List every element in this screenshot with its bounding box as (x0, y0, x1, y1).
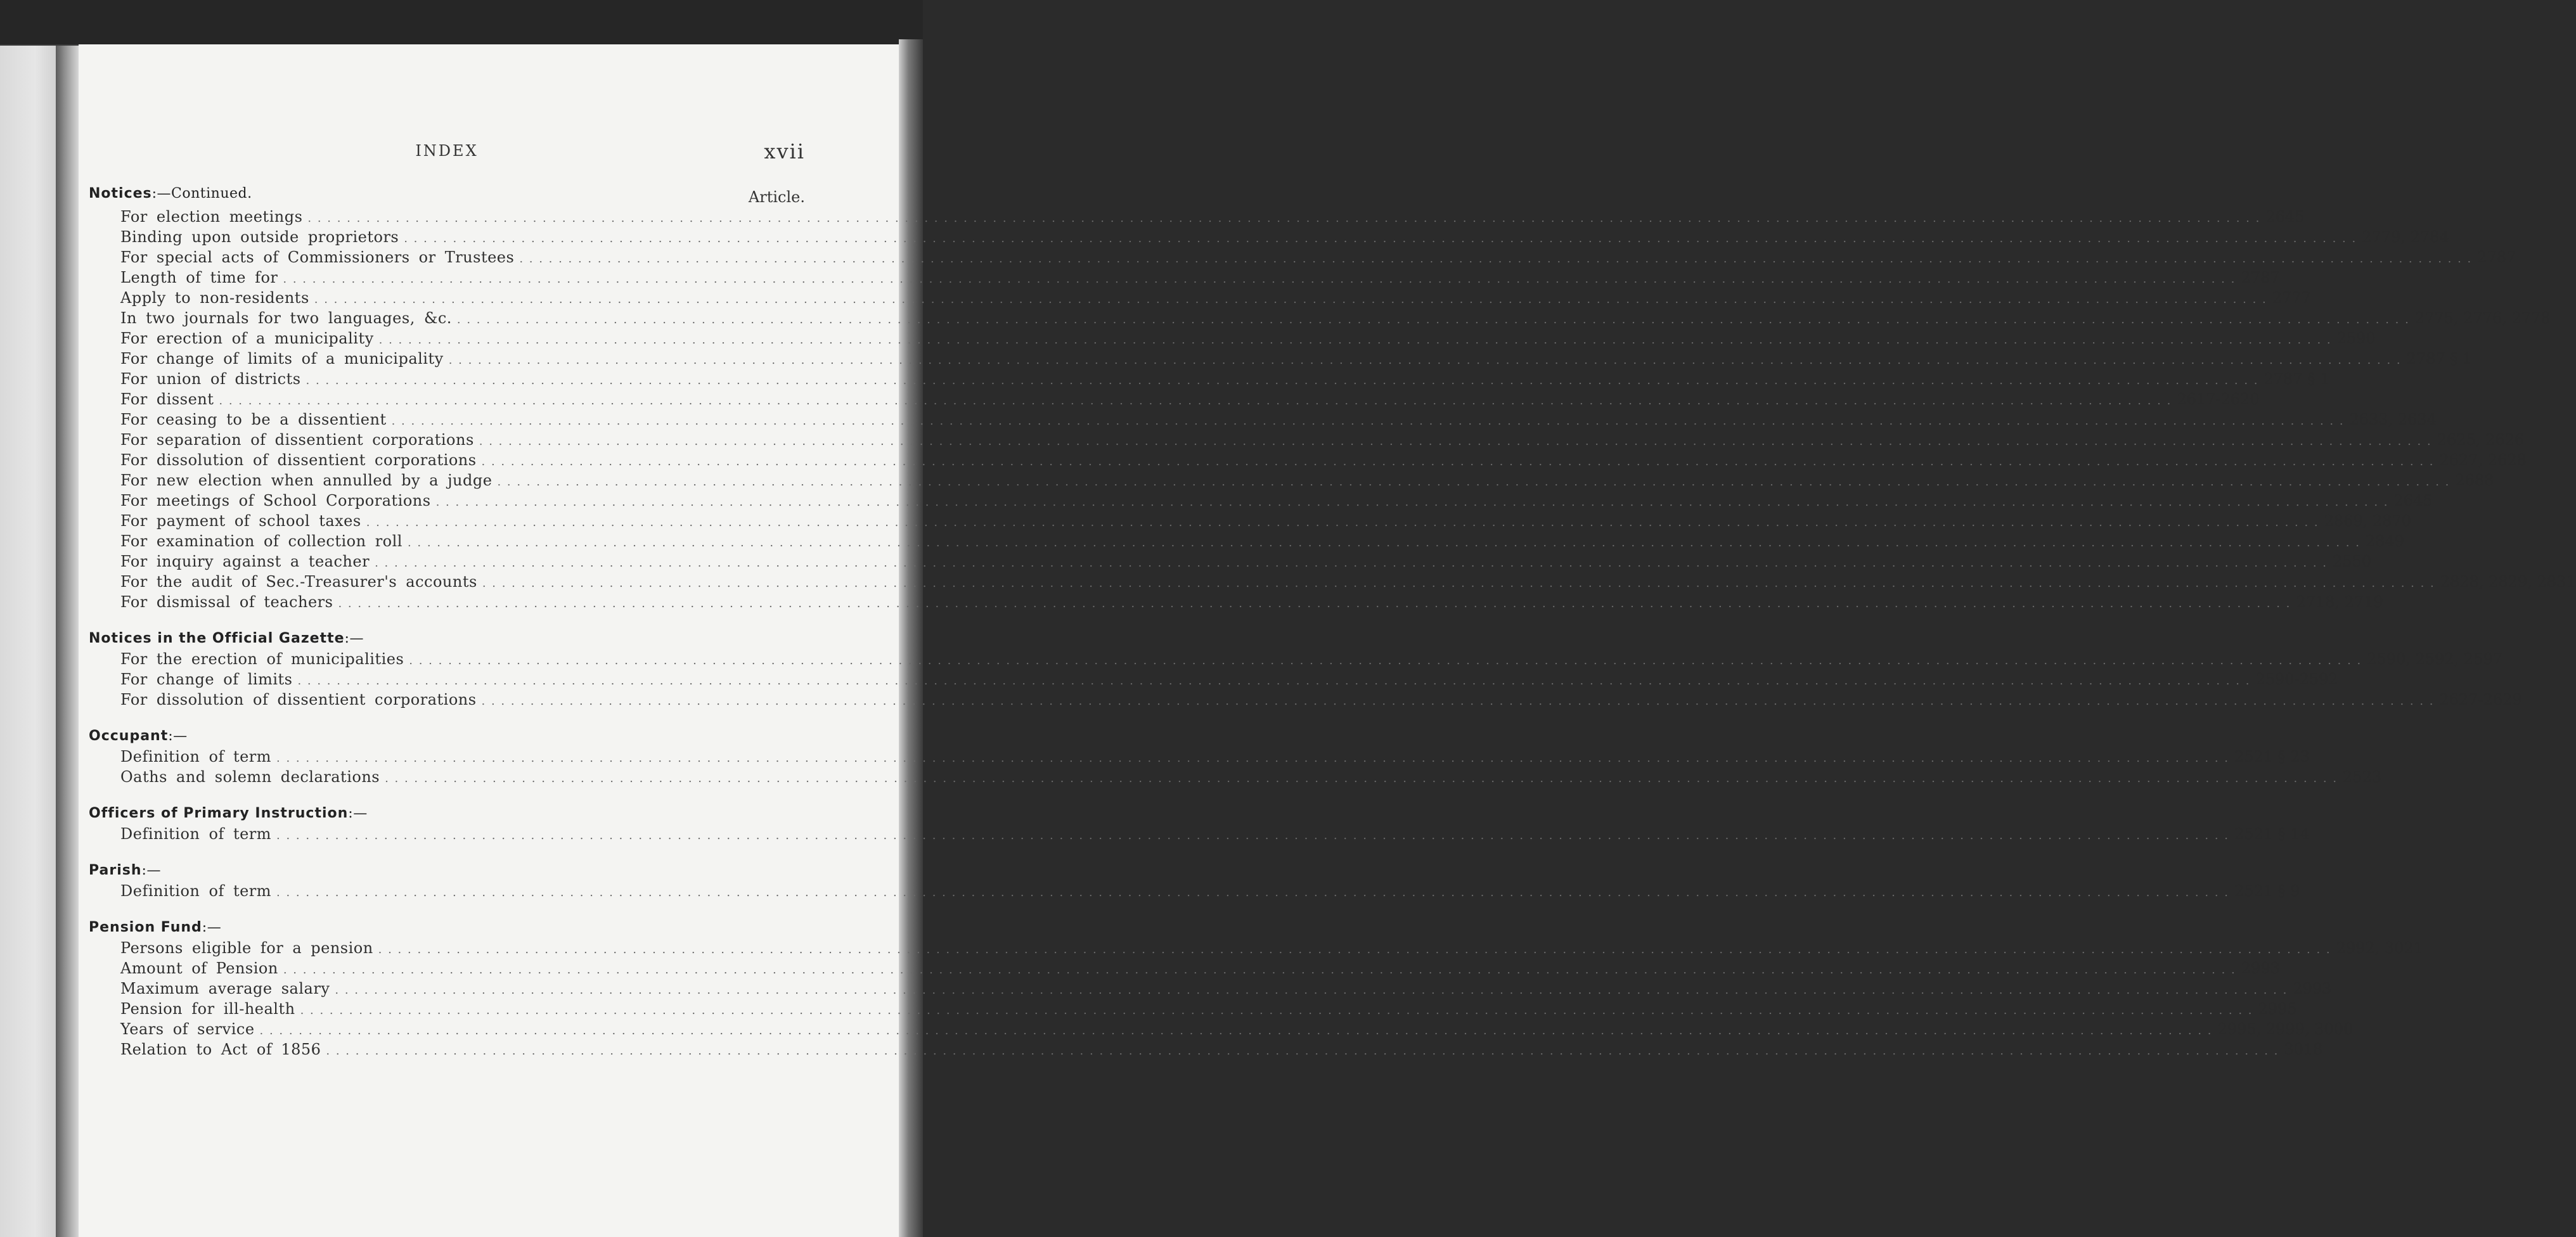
dot-leader: . . . . . . . . . . . . . . . . . . . . . . . . . . . . . . . . . . . . . . . . . . . . . . . . . . . . . . . . . . . . . . . . . . . . . . . . . . . . . . . . . . . . . . . . . . . . . . . . . . . . . . . . . . . . . . . . . . . . . . . . . . . . . . . . . . . . . . . . . . . . . . . . . . . . . . . . . . . . . . . . . . . . . . . . . . . . . . . . . . . . . . . . . . . . . . . . . . . . . . . . (481, 455, 2435, 468)
article-reference: 2617-2620 (2177, 390, 2260, 408)
index-entry (89, 369, 2330, 389)
index-entry (89, 958, 2280, 978)
index-entry (89, 349, 2473, 369)
article-reference: 2590 (2336, 330, 2376, 347)
article-reference: 2775, 2776, 2778 (2414, 309, 2551, 327)
index-entry (89, 409, 2437, 430)
article-reference: 2779, 2784 (2362, 228, 2449, 246)
article-reference: 2787 (2477, 248, 2516, 266)
dot-leader: . . . . . . . . . . . . . . . . . . . . . . . . . . . . . . . . . . . . . . . . . . . . . . . . . . . . . . . . . . . . . . . . . . . . . . . . . . . . . . . . . . . . . . . . . . . . . . . . . . . . . . . . . . . . . . . . . . . . . . . . . . . . . . . . . . . . . . . . . . . . . . . . . . . . . . . . . . . . . . . . . . . . . . . . . . . . . . . . . . . . . . . . . . . . . . . . . . . . . . . . (276, 886, 2229, 899)
section-title-suffix: :— (141, 862, 161, 878)
dot-leader: . . . . . . . . . . . . . . . . . . . . . . . . . . . . . . . . . . . . . . . . . . . . . . . . . . . . . . . . . . . . . . . . . . . . . . . . . . . . . . . . . . . . . . . . . . . . . . . . . . . . . . . . . . . . . . . . . . . . . . . . . . . . . . . . . . . . . . . . . . . . . . . . . . . . . . . . . . . . . . . . . . . . . . . . . . . . . . . . . . . . . . . . . . . . . . . . . . . . . . . . (276, 829, 2229, 842)
dot-leader: . . . . . . . . . . . . . . . . . . . . . . . . . . . . . . . . . . . . . . . . . . . . . . . . . . . . . . . . . . . . . . . . . . . . . . . . . . . . . . . . . . . . . . . . . . . . . . . . . . . . . . . . . . . . . . . . . . . . . . . . . . . . . . . . . . . . . . . . . . . . . . . . . . . . . . . . . . . . . . . . . . . . . . . . . . . . . . . . . . . . . . . . . . . . . . . . . . . . . . . . (375, 556, 2328, 570)
entry-label: Persons eligible for a pension (120, 939, 373, 957)
dot-leader: . . . . . . . . . . . . . . . . . . . . . . . . . . . . . . . . . . . . . . . . . . . . . . . . . . . . . . . . . . . . . . . . . . . . . . . . . . . . . . . . . . . . . . . . . . . . . . . . . . . . . . . . . . . . . . . . . . . . . . . . . . . . . . . . . . . . . . . . . . . . . . . . . . . . . . . . . . . . . . . . . . . . . . . . . . . . . . . . . . . . . . . . . . . . . . . . . . . . . . . . (407, 536, 2360, 549)
index-entry (89, 511, 2412, 531)
entry-label: Apply to non-residents (120, 289, 309, 307)
index-entry (89, 450, 2527, 470)
article-reference: 2625, 2626 (2437, 431, 2525, 449)
entry-label: For meetings of School Corporations (120, 492, 431, 510)
dot-leader: . . . . . . . . . . . . . . . . . . . . . . . . . . . . . . . . . . . . . . . . . . . . . . . . . . . . . . . . . . . . . . . . . . . . . . . . . . . . . . . . . . . . . . . . . . . . . . . . . . . . . . . . . . . . . . . . . . . . . . . . . . . . . . . . . . . . . . . . . . . . . . . . . . . . . . . . . . . . . . . . . . . . . . . . . . . . . . . . . . . . . . . . . . . . . . . . . . . . . . . . (409, 654, 2362, 667)
dot-leader: . . . . . . . . . . . . . . . . . . . . . . . . . . . . . . . . . . . . . . . . . . . . . . . . . . . . . . . . . . . . . . . . . . . . . . . . . . . . . . . . . . . . . . . . . . . . . . . . . . . . . . . . . . . . . . . . . . . . . . . . . . . . . . . . . . . . . . . . . . . . . . . . . . . . . . . . . . . . . . . . . . . . . . . . . . . . . . . . . . . . . . . . . . . . . . . . . . . . . . . . (306, 374, 2259, 387)
entry-label: Length of time for (120, 269, 278, 286)
article-reference: 2993 (2241, 959, 2280, 977)
dot-leader: . . . . . . . . . . . . . . . . . . . . . . . . . . . . . . . . . . . . . . . . . . . . . . . . . . . . . . . . . . . . . . . . . . . . . . . . . . . . . . . . . . . . . . . . . . . . . . . . . . . . . . . . . . . . . . . . . . . . . . . . . . . . . . . . . . . . . . . . . . . . . . . . . . . . . . . . . . . . . . . . . . . . . . . . . . . . . . . . . . . . . . . . . . . . . . . . . . . . . . . . (448, 354, 2402, 367)
index-section (89, 726, 2382, 787)
article-reference: 3018 (2284, 1041, 2323, 1058)
article-reference: 2645 (2393, 492, 2433, 510)
article-reference: 2521 § 9 (2234, 882, 2300, 900)
section-heading (89, 918, 805, 938)
index-entry (89, 978, 2332, 999)
dot-leader: . . . . . . . . . . . . . . . . . . . . . . . . . . . . . . . . . . . . . . . . . . . . . . . . . . . . . . . . . . . . . . . . . . . . . . . . . . . . . . . . . . . . . . . . . . . . . . . . . . . . . . . . . . . . . . . . . . . . . . . . . . . . . . . . . . . . . . . . . . . . . . . . . . . . . . . . . . . . . . . . . . . . . . . . . . . . . . . . . . . . . . . . . . . . . . . . . . . . . . . . (482, 577, 2435, 590)
entry-label: In two journals for two languages, &c. (120, 309, 452, 327)
article-reference: 2869, 2870 (2324, 512, 2412, 530)
index-entry (89, 389, 2260, 409)
section-title-suffix: :—Continued. (151, 186, 252, 202)
index-entry (89, 938, 2424, 958)
entry-label: Definition of term (120, 882, 272, 900)
entry-label: Definition of term (120, 825, 272, 843)
dot-leader: . . . . . . . . . . . . . . . . . . . . . . . . . . . . . . . . . . . . . . . . . . . . . . . . . . . . . . . . . . . . . . . . . . . . . . . . . . . . . . . . . . . . . . . . . . . . . . . . . . . . . . . . . . . . . . . . . . . . . . . . . . . . . . . . . . . . . . . . . . . . . . . . . . . . . . . . . . . . . . . . . . . . . . . . . . . . . . . . . . . . . . . . . . . . . . . . . . . . . . . . (404, 232, 2357, 245)
section-heading (89, 726, 805, 747)
dot-leader: . . . . . . . . . . . . . . . . . . . . . . . . . . . . . . . . . . . . . . . . . . . . . . . . . . . . . . . . . . . . . . . . . . . . . . . . . . . . . . . . . . . . . . . . . . . . . . . . . . . . . . . . . . . . . . . . . . . . . . . . . . . . . . . . . . . . . . . . . . . . . . . . . . . . . . . . . . . . . . . . . . . . . . . . . . . . . . . . . . . . . . . . . . . . . . . . . . . . . . . . (307, 212, 2261, 225)
section-title-suffix: :— (168, 728, 188, 744)
entry-label: For dissent (120, 390, 214, 408)
index-entry (89, 551, 2372, 572)
index-entry (89, 207, 2305, 227)
section-title-suffix: :— (344, 631, 364, 646)
dot-leader: . . . . . . . . . . . . . . . . . . . . . . . . . . . . . . . . . . . . . . . . . . . . . . . . . . . . . . . . . . . . . . . . . . . . . . . . . . . . . . . . . . . . . . . . . . . . . . . . . . . . . . . . . . . . . . . . . . . . . . . . . . . . . . . . . . . . . . . . . . . . . . . . . . . . . . . . . . . . . . . . . . . . . . . . . . . . . . . . . . . . . . . . . . . . . . . . . . . . . . . . (497, 475, 2450, 489)
dot-leader: . . . . . . . . . . . . . . . . . . . . . . . . . . . . . . . . . . . . . . . . . . . . . . . . . . . . . . . . . . . . . . . . . . . . . . . . . . . . . . . . . . . . . . . . . . . . . . . . . . . . . . . . . . . . . . . . . . . . . . . . . . . . . . . . . . . . . . . . . . . . . . . . . . . . . . . . . . . . . . . . . . . . . . . . . . . . . . . . . . . . . . . . . . . . . . . . . . . . . . . . (481, 695, 2435, 708)
article-reference: 2718, 2719 (2296, 593, 2383, 611)
entry-label: For the erection of municipalities (120, 650, 404, 668)
dot-leader: . . . . . . . . . . . . . . . . . . . . . . . . . . . . . . . . . . . . . . . . . . . . . . . . . . . . . . . . . . . . . . . . . . . . . . . . . . . . . . . . . . . . . . . . . . . . . . . . . . . . . . . . . . . . . . . . . . . . . . . . . . . . . . . . . . . . . . . . . . . . . . . . . . . . . . . . . . . . . . . . . . . . . . . . . . . . . . . . . . . . . . . . . . . . . . . . . . . . . . . . (378, 333, 2332, 347)
entry-label: For payment of school taxes (120, 512, 361, 530)
article-reference: 2993 (2293, 980, 2332, 997)
index-entry (89, 247, 2516, 267)
section-title: Parish (89, 862, 142, 878)
entry-label: For special acts of Commissioners or Trustees (120, 248, 515, 266)
entry-label: For inquiry against a teacher (120, 553, 370, 570)
running-title: INDEX (415, 142, 479, 160)
article-reference: 2688 (2455, 471, 2494, 489)
index-section (89, 861, 2300, 901)
dot-leader: . . . . . . . . . . . . . . . . . . . . . . . . . . . . . . . . . . . . . . . . . . . . . . . . . . . . . . . . . . . . . . . . . . . . . . . . . . . . . . . . . . . . . . . . . . . . . . . . . . . . . . . . . . . . . . . . . . . . . . . . . . . . . . . . . . . . . . . . . . . . . . . . . . . . . . . . . . . . . . . . . . . . . . . . . . . . . . . . . . . . . . . . . . . . . . . . . . . . . . . . (283, 963, 2236, 977)
index-entry (89, 1039, 2323, 1060)
section-heading (89, 861, 805, 881)
index-entry (89, 470, 2494, 490)
section-title: Occupant (89, 728, 169, 744)
entry-label: For dissolution of dissentient corporations (120, 451, 477, 469)
dot-leader: . . . . . . . . . . . . . . . . . . . . . . . . . . . . . . . . . . . . . . . . . . . . . . . . . . . . . . . . . . . . . . . . . . . . . . . . . . . . . . . . . . . . . . . . . . . . . . . . . . . . . . . . . . . . . . . . . . . . . . . . . . . . . . . . . . . . . . . . . . . . . . . . . . . . . . . . . . . . . . . . . . . . . . . . . . . . . . . . . . . . . . . . . . . . . . . . . . . . . . . . (366, 516, 2319, 529)
section-title-suffix: :— (348, 805, 368, 821)
index-entry (89, 1019, 2354, 1039)
entry-label: For dissolution of dissentient corporations (120, 691, 477, 708)
dot-leader: . . . . . . . . . . . . . . . . . . . . . . . . . . . . . . . . . . . . . . . . . . . . . . . . . . . . . . . . . . . . . . . . . . . . . . . . . . . . . . . . . . . . . . . . . . . . . . . . . . . . . . . . . . . . . . . . . . . . . . . . . . . . . . . . . . . . . . . . . . . . . . . . . . . . . . . . . . . . . . . . . . . . . . . . . . . . . . . . . . . . . . . . . . . . . . . . . . . . . . . . (276, 752, 2229, 765)
article-reference: 2787 § 1 (2406, 350, 2473, 368)
entry-label: For new election when annulled by a judge (120, 471, 493, 489)
entry-label: Amount of Pension (120, 959, 278, 977)
index-sections (89, 184, 2576, 1076)
dot-leader: . . . . . . . . . . . . . . . . . . . . . . . . . . . . . . . . . . . . . . . . . . . . . . . . . . . . . . . . . . . . . . . . . . . . . . . . . . . . . . . . . . . . . . . . . . . . . . . . . . . . . . . . . . . . . . . . . . . . . . . . . . . . . . . . . . . . . . . . . . . . . . . . . . . . . . . . . . . . . . . . . . . . . . . . . . . . . . . . . . . . . . . . . . . . . . . . . . . . . . . . (391, 414, 2345, 428)
article-reference: 2645 (2265, 208, 2305, 226)
article-reference: 2523 (2343, 768, 2382, 786)
dot-leader: . . . . . . . . . . . . . . . . . . . . . . . . . . . . . . . . . . . . . . . . . . . . . . . . . . . . . . . . . . . . . . . . . . . . . . . . . . . . . . . . . . . . . . . . . . . . . . . . . . . . . . . . . . . . . . . . . . . . . . . . . . . . . . . . . . . . . . . . . . . . . . . . . . . . . . . . . . . . . . . . . . . . . . . . . . . . . . . . . . . . . . . . . . . . . . . . . . . . . . . . (519, 252, 2473, 266)
article-reference: 2787 § 1 (2264, 370, 2330, 388)
section-title: Officers of Primary Instruction (89, 805, 349, 821)
entry-label: For election meetings (120, 208, 303, 226)
section-heading (89, 804, 805, 824)
index-entry (89, 227, 2449, 247)
article-reference: 2590-2592 (2255, 670, 2338, 688)
entry-label: Definition of term (120, 748, 272, 766)
index-section (89, 804, 2310, 844)
index-entry (89, 592, 2383, 612)
dot-leader: . . . . . . . . . . . . . . . . . . . . . . . . . . . . . . . . . . . . . . . . . . . . . . . . . . . . . . . . . . . . . . . . . . . . . . . . . . . . . . . . . . . . . . . . . . . . . . . . . . . . . . . . . . . . . . . . . . . . . . . . . . . . . . . . . . . . . . . . . . . . . . . . . . . . . . . . . . . . . . . . . . . . . . . . . . . . . . . . . . . . . . . . . . . . . . . . . . . . . . . . (435, 496, 2389, 509)
entry-label: Oaths and solemn declarations (120, 768, 380, 786)
index-entry (89, 308, 2551, 328)
article-reference: 2995, 2999, 3000 (2217, 1020, 2354, 1038)
index-entry (89, 267, 2280, 288)
article-reference: 2521 § 23 (2234, 748, 2310, 766)
dot-leader: . . . . . . . . . . . . . . . . . . . . . . . . . . . . . . . . . . . . . . . . . . . . . . . . . . . . . . . . . . . . . . . . . . . . . . . . . . . . . . . . . . . . . . . . . . . . . . . . . . . . . . . . . . . . . . . . . . . . . . . . . . . . . . . . . . . . . . . . . . . . . . . . . . . . . . . . . . . . . . . . . . . . . . . . . . . . . . . . . . . . . . . . . . . . . . . . . . . . . . . . (259, 1024, 2213, 1037)
index-entry (89, 490, 2433, 511)
section-heading (89, 629, 805, 649)
entry-label: Relation to Act of 1856 (120, 1041, 321, 1058)
article-reference: 2627-2629 (2439, 691, 2522, 708)
entry-label: Pension for ill-health (120, 1000, 295, 1018)
facing-page-edge (0, 46, 58, 1237)
article-reference: 2627, 2628 (2439, 451, 2527, 469)
index-entry (89, 747, 2310, 767)
entry-label: For dismissal of teachers (120, 593, 333, 611)
entry-label: For change of limits (120, 670, 293, 688)
article-reference: 2828, 2829, 2831 (2440, 573, 2576, 591)
entry-label: For examination of collection roll (120, 532, 402, 550)
article-reference: 2550 (2333, 553, 2372, 570)
article-reference: 2521 § 14 (2234, 825, 2310, 843)
article-reference: 2633, 2634 (2349, 411, 2437, 428)
entry-label: For erection of a municipality (120, 330, 374, 347)
index-entry (89, 649, 2502, 669)
index-entry (89, 689, 2522, 710)
dot-leader: . . . . . . . . . . . . . . . . . . . . . . . . . . . . . . . . . . . . . . . . . . . . . . . . . . . . . . . . . . . . . . . . . . . . . . . . . . . . . . . . . . . . . . . . . . . . . . . . . . . . . . . . . . . . . . . . . . . . . . . . . . . . . . . . . . . . . . . . . . . . . . . . . . . . . . . . . . . . . . . . . . . . . . . . . . . . . . . . . . . . . . . . . . . . . . . . . . . . . . . . (314, 293, 2267, 306)
scanner-background (0, 0, 923, 44)
article-reference: 2995 (2258, 1000, 2297, 1018)
entry-label: Maximum average salary (120, 980, 330, 997)
section-title: Pension Fund (89, 920, 202, 935)
article-reference: 2787 (2241, 269, 2280, 286)
index-entry (89, 288, 2311, 308)
dot-leader: . . . . . . . . . . . . . . . . . . . . . . . . . . . . . . . . . . . . . . . . . . . . . . . . . . . . . . . . . . . . . . . . . . . . . . . . . . . . . . . . . . . . . . . . . . . . . . . . . . . . . . . . . . . . . . . . . . . . . . . . . . . . . . . . . . . . . . . . . . . . . . . . . . . . . . . . . . . . . . . . . . . . . . . . . . . . . . . . . . . . . . . . . . . . . . . . . . . . . . . . (385, 772, 2338, 785)
index-entry (89, 669, 2338, 689)
book-gutter (56, 46, 81, 1237)
article-reference: 2992, 3021 (2336, 939, 2424, 957)
entry-label: For the audit of Sec.-Treasurer's accounts (120, 573, 477, 591)
index-section (89, 629, 2522, 710)
index-entry (89, 824, 2310, 844)
dot-leader: . . . . . . . . . . . . . . . . . . . . . . . . . . . . . . . . . . . . . . . . . . . . . . . . . . . . . . . . . . . . . . . . . . . . . . . . . . . . . . . . . . . . . . . . . . . . . . . . . . . . . . . . . . . . . . . . . . . . . . . . . . . . . . . . . . . . . . . . . . . . . . . . . . . . . . . . . . . . . . . . . . . . . . . . . . . . . . . . . . . . . . . . . . . . . . . . . . . . . . . . (283, 272, 2236, 286)
index-entry (89, 767, 2382, 787)
index-entry (89, 999, 2297, 1019)
entry-label: For union of districts (120, 370, 301, 388)
article-reference: 2849 (2365, 532, 2404, 550)
entry-label: For ceasing to be a dissentient (120, 411, 387, 428)
article-reference: 2777 (2272, 289, 2311, 307)
dot-leader: . . . . . . . . . . . . . . . . . . . . . . . . . . . . . . . . . . . . . . . . . . . . . . . . . . . . . . . . . . . . . . . . . . . . . . . . . . . . . . . . . . . . . . . . . . . . . . . . . . . . . . . . . . . . . . . . . . . . . . . . . . . . . . . . . . . . . . . . . . . . . . . . . . . . . . . . . . . . . . . . . . . . . . . . . . . . . . . . . . . . . . . . . . . . . . . . . . . . . . . . (297, 674, 2251, 688)
section-title-suffix: :— (202, 920, 222, 935)
dot-leader: . . . . . . . . . . . . . . . . . . . . . . . . . . . . . . . . . . . . . . . . . . . . . . . . . . . . . . . . . . . . . . . . . . . . . . . . . . . . . . . . . . . . . . . . . . . . . . . . . . . . . . . . . . . . . . . . . . . . . . . . . . . . . . . . . . . . . . . . . . . . . . . . . . . . . . . . . . . . . . . . . . . . . . . . . . . . . . . . . . . . . . . . . . . . . . . . . . . . . . . . (219, 394, 2172, 407)
column-heading: Article. (748, 188, 805, 206)
running-head (89, 139, 805, 165)
entry-label: Years of service (120, 1020, 255, 1038)
dot-leader: . . . . . . . . . . . . . . . . . . . . . . . . . . . . . . . . . . . . . . . . . . . . . . . . . . . . . . . . . . . . . . . . . . . . . . . . . . . . . . . . . . . . . . . . . . . . . . . . . . . . . . . . . . . . . . . . . . . . . . . . . . . . . . . . . . . . . . . . . . . . . . . . . . . . . . . . . . . . . . . . . . . . . . . . . . . . . . . . . . . . . . . . . . . . . . . . . . . . . . . . (335, 984, 2288, 997)
dot-leader: . . . . . . . . . . . . . . . . . . . . . . . . . . . . . . . . . . . . . . . . . . . . . . . . . . . . . . . . . . . . . . . . . . . . . . . . . . . . . . . . . . . . . . . . . . . . . . . . . . . . . . . . . . . . . . . . . . . . . . . . . . . . . . . . . . . . . . . . . . . . . . . . . . . . . . . . . . . . . . . . . . . . . . . . . . . . . . . . . . . . . . . . . . . . . . . . . . . . . . . . (479, 435, 2432, 448)
entry-label: Binding upon outside proprietors (120, 228, 399, 246)
dot-leader: . . . . . . . . . . . . . . . . . . . . . . . . . . . . . . . . . . . . . . . . . . . . . . . . . . . . . . . . . . . . . . . . . . . . . . . . . . . . . . . . . . . . . . . . . . . . . . . . . . . . . . . . . . . . . . . . . . . . . . . . . . . . . . . . . . . . . . . . . . . . . . . . . . . . . . . . . . . . . . . . . . . . . . . . . . . . . . . . . . . . . . . . . . . . . . . . . . . . . . . . (300, 1004, 2253, 1017)
section-title: Notices (89, 186, 152, 202)
page-number: xvii (764, 139, 805, 163)
index-entry (89, 328, 2376, 349)
index-section (89, 184, 2576, 612)
dot-leader: . . . . . . . . . . . . . . . . . . . . . . . . . . . . . . . . . . . . . . . . . . . . . . . . . . . . . . . . . . . . . . . . . . . . . . . . . . . . . . . . . . . . . . . . . . . . . . . . . . . . . . . . . . . . . . . . . . . . . . . . . . . . . . . . . . . . . . . . . . . . . . . . . . . . . . . . . . . . . . . . . . . . . . . . . . . . . . . . . . . . . . . . . . . . . . . . . . . . . . . . (456, 313, 2410, 326)
index-entry (89, 881, 2300, 901)
index-section (89, 918, 2424, 1060)
section-title: Notices in the Official Gazette (89, 631, 345, 646)
index-entry (89, 430, 2525, 450)
index-entry (89, 531, 2404, 551)
entry-label: For change of limits of a municipality (120, 350, 444, 368)
index-entry (89, 572, 2576, 592)
dot-leader: . . . . . . . . . . . . . . . . . . . . . . . . . . . . . . . . . . . . . . . . . . . . . . . . . . . . . . . . . . . . . . . . . . . . . . . . . . . . . . . . . . . . . . . . . . . . . . . . . . . . . . . . . . . . . . . . . . . . . . . . . . . . . . . . . . . . . . . . . . . . . . . . . . . . . . . . . . . . . . . . . . . . . . . . . . . . . . . . . . . . . . . . . . . . . . . . . . . . . . . . (338, 597, 2291, 610)
dot-leader: . . . . . . . . . . . . . . . . . . . . . . . . . . . . . . . . . . . . . . . . . . . . . . . . . . . . . . . . . . . . . . . . . . . . . . . . . . . . . . . . . . . . . . . . . . . . . . . . . . . . . . . . . . . . . . . . . . . . . . . . . . . . . . . . . . . . . . . . . . . . . . . . . . . . . . . . . . . . . . . . . . . . . . . . . . . . . . . . . . . . . . . . . . . . . . . . . . . . . . . . (378, 943, 2331, 956)
dot-leader: . . . . . . . . . . . . . . . . . . . . . . . . . . . . . . . . . . . . . . . . . . . . . . . . . . . . . . . . . . . . . . . . . . . . . . . . . . . . . . . . . . . . . . . . . . . . . . . . . . . . . . . . . . . . . . . . . . . . . . . . . . . . . . . . . . . . . . . . . . . . . . . . . . . . . . . . . . . . . . . . . . . . . . . . . . . . . . . . . . . . . . . . . . . . . . . . . . . . . . . . (326, 1044, 2279, 1058)
article-reference: 2590, 2592, 2597 (2367, 650, 2502, 668)
entry-label: For separation of dissentient corporations (120, 431, 474, 449)
